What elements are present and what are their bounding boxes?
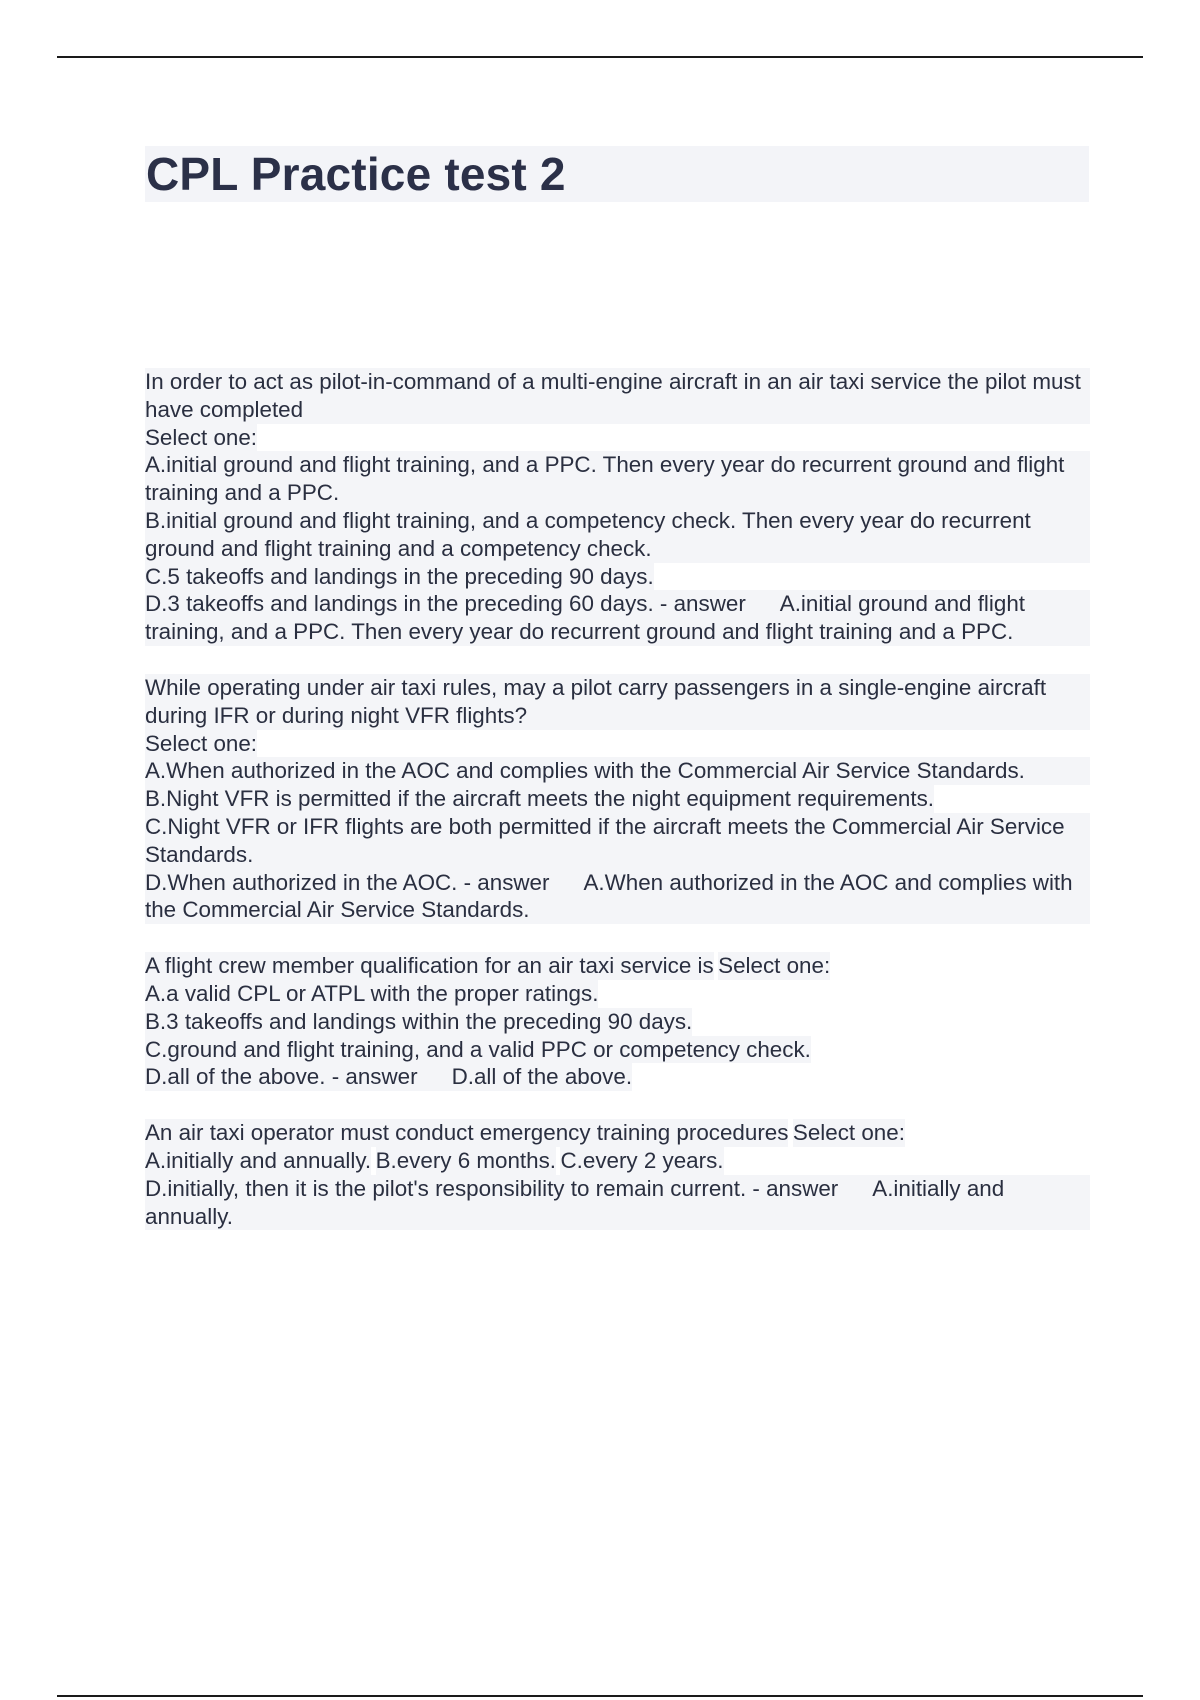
select-one-label: Select one: (145, 424, 258, 450)
select-one-label: Select one: (145, 730, 258, 756)
option-a: A.initial ground and flight training, and a PPC. Then every year do recurrent ground and flight training and a PPC. (145, 451, 1090, 507)
option-d: D.When authorized in the AOC. - answer (145, 869, 550, 895)
answer-text: A.initial ground and flight training, and a PPC. Then every year do recurrent ground and flight training and a PPC. (145, 591, 1025, 645)
option-b: B.3 takeoffs and landings within the preceding 90 days. (145, 1008, 693, 1034)
option-d: D.initially, then it is the pilot's responsibility to remain current. - answer (145, 1175, 839, 1201)
option-d: D.all of the above. - answer (145, 1064, 418, 1090)
option-d: D.3 takeoffs and landings in the preceding 60 days. - answer (145, 591, 746, 617)
question-3 (145, 952, 1090, 1091)
select-one-label: Select one: (718, 953, 831, 979)
answer-text: A.When authorized in the AOC and complies with the Commercial Air Service Standards. (145, 869, 1073, 923)
title-block (145, 146, 1089, 202)
option-d-with-answer (145, 1063, 632, 1091)
select-one-label: Select one: (792, 1120, 905, 1146)
footer-rule (57, 1695, 1143, 1697)
question-2 (145, 674, 1090, 924)
question-prompt: An air taxi operator must conduct emergency training procedures (145, 1120, 789, 1146)
option-b: B.initial ground and flight training, and a competency check. Then every year do recurrent ground and flight training and a competency check. (145, 507, 1090, 563)
question-prompt: While operating under air taxi rules, may a pilot carry passengers in a single-engine aircraft during IFR or during night VFR flights? (145, 674, 1090, 730)
option-c: C.every 2 years. (560, 1147, 724, 1173)
option-b: B.Night VFR is permitted if the aircraft meets the night equipment requirements. (145, 786, 934, 812)
option-b: B.every 6 months. (375, 1147, 557, 1173)
question-4 (145, 1119, 1090, 1230)
answer-text: D.all of the above. (451, 1064, 633, 1090)
question-prompt: A flight crew member qualification for an air taxi service is (145, 953, 714, 979)
header-rule (57, 56, 1143, 58)
page-title: CPL Practice test 2 (146, 148, 566, 200)
option-d-with-answer (145, 1175, 1090, 1231)
option-a: A.When authorized in the AOC and complies with the Commercial Air Service Standards. (145, 757, 1090, 785)
option-c: C.Night VFR or IFR flights are both permitted if the aircraft meets the Commercial Air Service Standards. (145, 813, 1090, 869)
option-c: C.5 takeoffs and landings in the preceding 90 days. (145, 563, 654, 589)
question-list (145, 368, 1090, 1258)
option-d-with-answer (145, 869, 1090, 925)
answer-text: A.initially and annually. (145, 1175, 1005, 1229)
option-c: C.ground and flight training, and a valid PPC or competency check. (145, 1036, 811, 1062)
question-1 (145, 368, 1090, 646)
option-d-with-answer (145, 590, 1090, 646)
option-a: A.initially and annually. (145, 1147, 372, 1173)
option-a: A.a valid CPL or ATPL with the proper ratings. (145, 980, 599, 1006)
question-prompt: In order to act as pilot-in-command of a multi-engine aircraft in an air taxi service the pilot must have completed (145, 368, 1090, 424)
